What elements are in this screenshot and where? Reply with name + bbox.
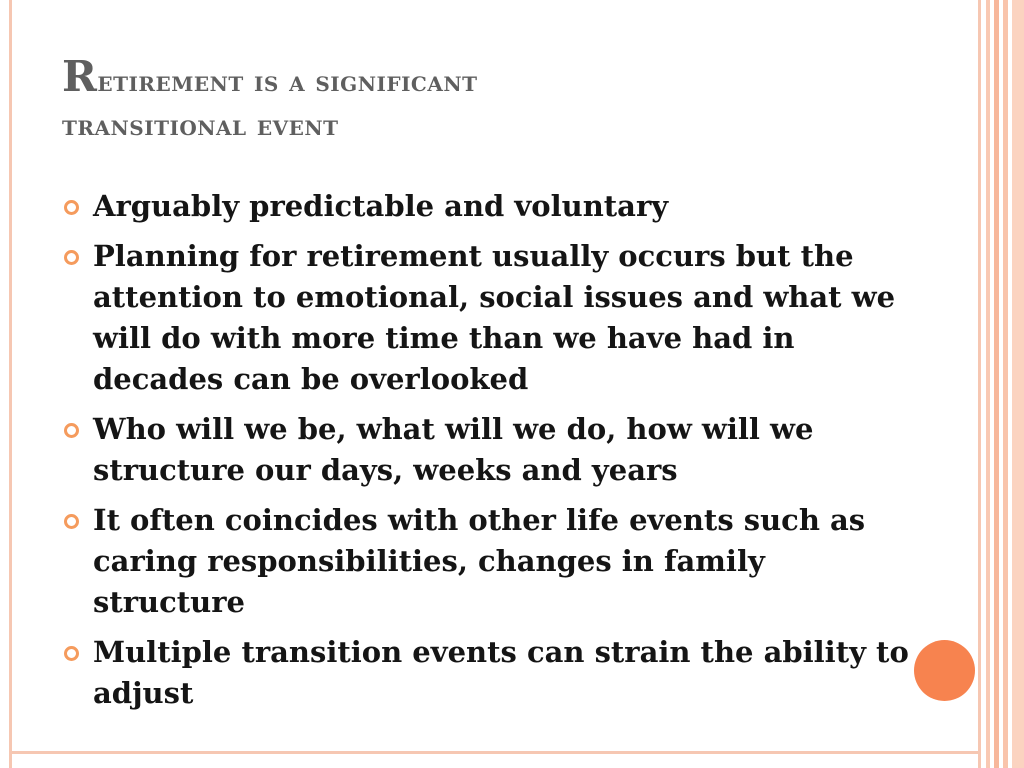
bullet-circle-icon: [64, 423, 79, 438]
bullet-circle-icon: [64, 514, 79, 529]
bullet-text: Planning for retirement usually occurs but the attention to emotional, social issues and what we will do with more time than we have had in decades can be overlooked: [93, 239, 896, 396]
bullet-item: [60, 409, 910, 491]
bullet-item: [60, 500, 910, 623]
bullet-item: [60, 186, 910, 227]
bullet-circle-icon: [64, 646, 79, 661]
stripe: [986, 0, 990, 768]
frame-left-line: [9, 0, 12, 768]
bullet-text: Multiple transition events can strain the ability to adjust: [93, 635, 909, 710]
orange-circle-decoration: [914, 640, 975, 701]
bullet-text: Who will we be, what will we do, how will we structure our days, weeks and years: [93, 412, 814, 487]
frame-bottom-line: [9, 751, 981, 754]
stripe: [994, 0, 999, 768]
title-line1-rest: etirement is a significant: [97, 65, 478, 98]
frame-right-line: [978, 0, 981, 768]
stripe: [1003, 0, 1008, 768]
bullet-text: Arguably predictable and voluntary: [93, 189, 669, 223]
bullet-item: [60, 236, 910, 400]
bullet-circle-icon: [64, 250, 79, 265]
title-first-letter: R: [62, 52, 98, 101]
bullet-item: [60, 632, 910, 714]
bullet-list: [60, 186, 910, 723]
stripe: [1012, 0, 1024, 768]
title-line2: transitional event: [62, 109, 339, 142]
bullet-circle-icon: [64, 200, 79, 215]
slide-title: [62, 52, 922, 148]
bullet-text: It often coincides with other life events such as caring responsibilities, changes in family structure: [93, 503, 866, 619]
right-decorative-stripes: [986, 0, 1024, 768]
